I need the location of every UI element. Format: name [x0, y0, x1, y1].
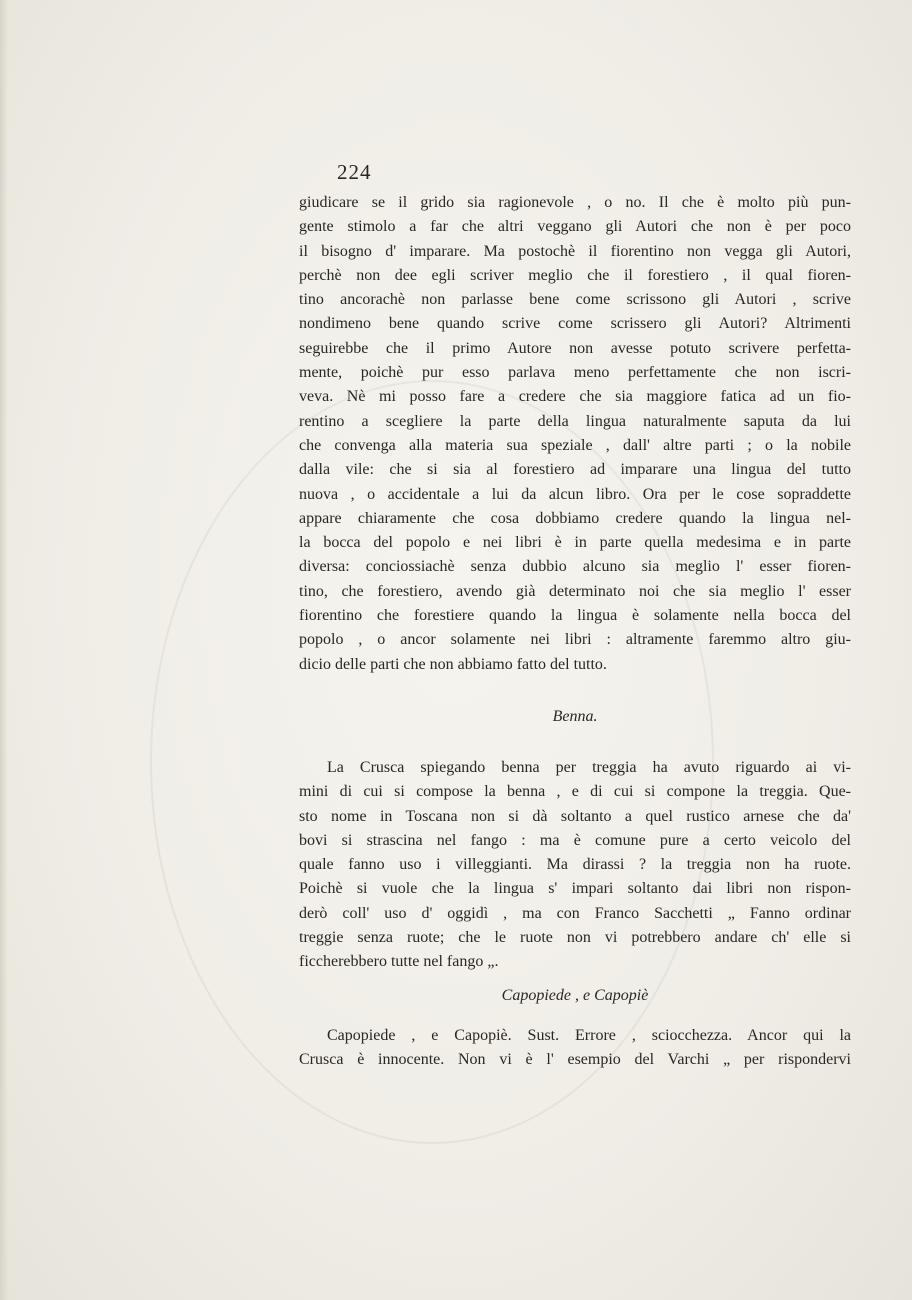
text-line: gente stimolo a far che altri veggano gli Autori che non è per poco [299, 218, 851, 236]
text-line: ficcherebbero tutte nel fango „. [299, 953, 499, 971]
paragraph-2 [299, 756, 851, 975]
text-line: Poichè si vuole che la lingua s' impari soltanto dai libri non rispon- [299, 880, 851, 898]
text-line: dicio delle parti che non abbiamo fatto del tutto. [299, 655, 607, 673]
paragraph-3 [299, 1024, 851, 1073]
text-line: La Crusca spiegando benna per treggia ha avuto riguardo ai vi- [327, 759, 851, 776]
section-heading-capopiede: Capopiede , e Capopiè [501, 987, 649, 1004]
text-line: fiorentino che forestiere quando la lingua è solamente nella bocca del [299, 607, 851, 625]
text-line: bovi si strascina nel fango : ma è comune pure a certo veicolo del [299, 831, 851, 849]
text-line: appare chiaramente che cosa dobbiamo credere quando la lingua nel- [299, 509, 851, 527]
text-line: tino ancorachè non parlasse bene come scrissono gli Autori , scrive [299, 291, 851, 309]
text-line: nuova , o accidentale a lui da alcun libro. Ora per le cose sopraddette [299, 485, 851, 503]
text-line: la bocca del popolo e nei libri è in parte quella medesima e in parte [299, 534, 851, 552]
text-line: derò coll' uso d' oggidì , ma con Franco Sacchetti „ Fanno ordinar [299, 904, 851, 922]
text-line: il bisogno d' imparare. Ma postochè il fiorentino non vegga gli Autori, [299, 242, 851, 260]
paragraph-1 [299, 191, 851, 677]
text-line: mente, poichè pur esso parlava meno perfettamente che non iscri- [299, 364, 851, 382]
text-line: rentino a scegliere la parte della lingua naturalmente saputa da lui [299, 412, 851, 430]
text-line: Crusca è innocente. Non vi è l' esempio del Varchi „ per rispondervi [299, 1051, 851, 1069]
text-line: diversa: conciossiachè senza dubbio alcuno sia meglio l' esser fioren- [299, 558, 851, 576]
text-line: tino, che forestiero, avendo già determinato noi che sia meglio l' esser [299, 582, 851, 600]
text-line: dalla vile: che si sia al forestiero ad imparare una lingua del tutto [299, 461, 851, 479]
text-line: veva. Nè mi posso fare a credere che sia maggiore fatica ad un fio- [299, 388, 851, 406]
section-heading-benna: Benna. [552, 708, 598, 725]
text-line: che convenga alla materia sua speziale , dall' altre parti ; o la nobile [299, 436, 851, 454]
text-line: Capopiede , e Capopiè. Sust. Errore , sciocchezza. Ancor qui la [327, 1027, 851, 1044]
page-edge-shadow [0, 0, 8, 1300]
text-line: perchè non dee egli scriver meglio che il forestiero , il qual fioren- [299, 266, 851, 284]
text-line: nondimeno bene quando scrive come scrissero gli Autori? Altrimenti [299, 315, 851, 333]
text-line: popolo , o ancor solamente nei libri : altramente faremmo altro giu- [299, 631, 851, 649]
page-number: 224 [337, 160, 372, 184]
text-line: mini di cui si compose la benna , e di cui si compone la treggia. Que- [299, 783, 851, 801]
text-line: treggie senza ruote; che le ruote non vi potrebbero andare ch' elle si [299, 929, 851, 947]
text-line: giudicare se il grido sia ragionevole , o no. Il che è molto più pun- [299, 194, 851, 211]
text-line: sto nome in Toscana non si dà soltanto a quel rustico arnese che da' [299, 807, 851, 825]
text-line: seguirebbe che il primo Autore non avesse potuto scrivere perfetta- [299, 339, 851, 357]
text-line: quale fanno uso i villeggianti. Ma dirassi ? la treggia non ha ruote. [299, 856, 851, 874]
